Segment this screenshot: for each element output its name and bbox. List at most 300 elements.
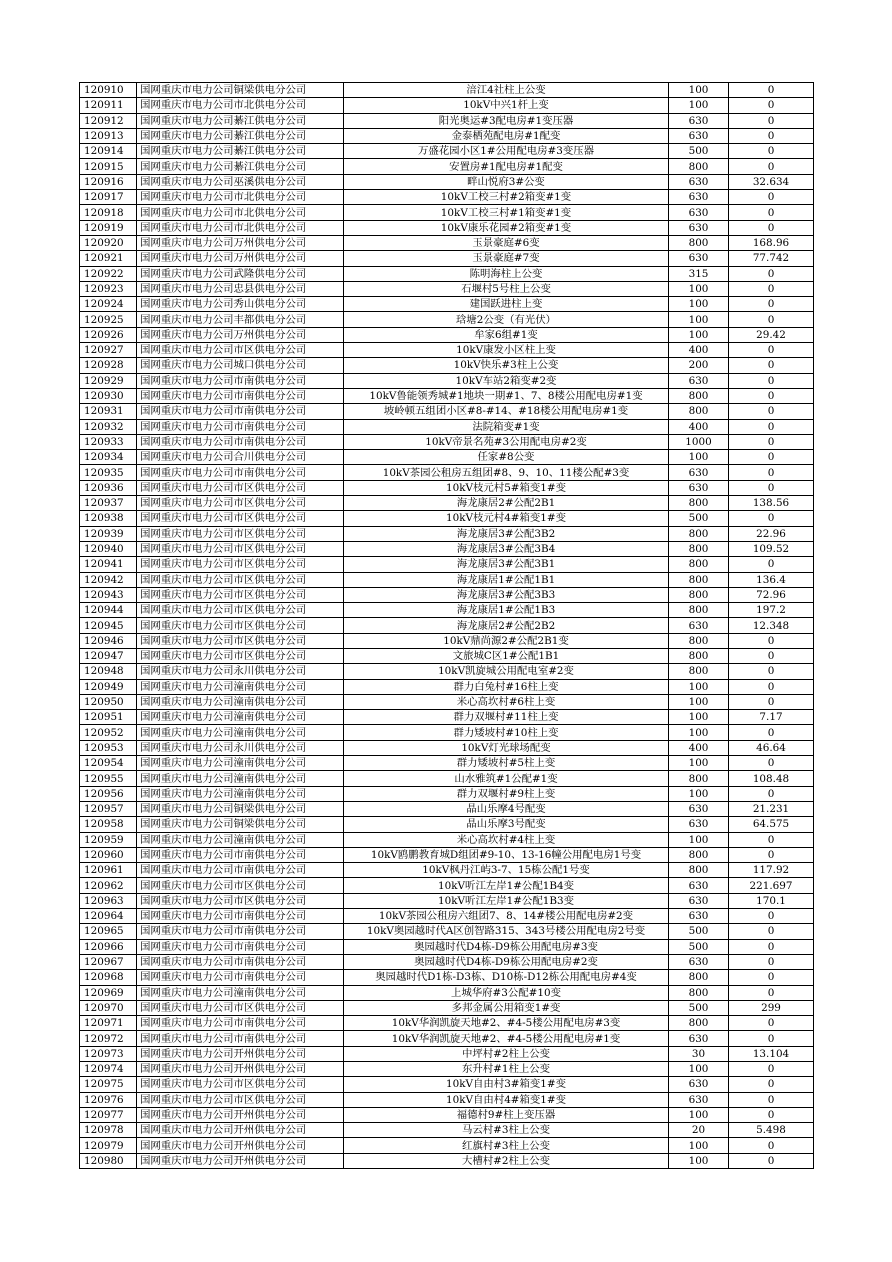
value-cell: 0 (729, 679, 814, 694)
value-cell: 64.575 (729, 817, 814, 832)
capacity-cell: 800 (669, 970, 729, 985)
table-row (80, 128, 814, 143)
transformer-name-cell: 10kV鼎尚源2#公配2B1变 (344, 633, 669, 648)
value-cell: 0 (729, 205, 814, 220)
table-row (80, 832, 814, 847)
value-cell: 12.348 (729, 618, 814, 633)
company-cell: 国网重庆市电力公司市区供电分公司 (137, 511, 344, 526)
value-cell: 0 (729, 954, 814, 969)
row-id-cell: 120956 (80, 786, 137, 801)
value-cell: 0 (729, 297, 814, 312)
capacity-cell: 800 (669, 404, 729, 419)
capacity-cell: 30 (669, 1046, 729, 1061)
row-id-cell: 120933 (80, 434, 137, 449)
table-row (80, 1062, 814, 1077)
transformer-table (79, 82, 814, 1169)
value-cell: 0 (729, 83, 814, 98)
transformer-name-cell: 10kV凯旋城公用配电室#2变 (344, 664, 669, 679)
table-row (80, 863, 814, 878)
company-cell: 国网重庆市电力公司市区供电分公司 (137, 618, 344, 633)
company-cell: 国网重庆市电力公司开州供电分公司 (137, 1062, 344, 1077)
capacity-cell: 630 (669, 618, 729, 633)
row-id-cell: 120924 (80, 297, 137, 312)
row-id-cell: 120969 (80, 985, 137, 1000)
company-cell: 国网重庆市电力公司市南供电分公司 (137, 1016, 344, 1031)
transformer-name-cell: 牟家6组#1变 (344, 327, 669, 342)
capacity-cell: 20 (669, 1123, 729, 1138)
value-cell: 0 (729, 312, 814, 327)
company-cell: 国网重庆市电力公司市区供电分公司 (137, 343, 344, 358)
value-cell: 0 (729, 281, 814, 296)
table-row (80, 878, 814, 893)
table-row (80, 909, 814, 924)
transformer-name-cell: 10kV灯光球场配变 (344, 740, 669, 755)
row-id-cell: 120911 (80, 98, 137, 113)
company-cell: 国网重庆市电力公司市南供电分公司 (137, 924, 344, 939)
table-row (80, 771, 814, 786)
transformer-name-cell: 海龙康居2#公配2B1 (344, 496, 669, 511)
table-row (80, 924, 814, 939)
value-cell: 0 (729, 756, 814, 771)
table-row (80, 817, 814, 832)
transformer-name-cell: 奥园越时代D1栋-D3栋、D10栋-D12栋公用配电房#4变 (344, 970, 669, 985)
value-cell: 0 (729, 480, 814, 495)
table-row (80, 954, 814, 969)
transformer-name-cell: 建国跃进柱上变 (344, 297, 669, 312)
table-row (80, 1107, 814, 1122)
capacity-cell: 630 (669, 220, 729, 235)
row-id-cell: 120921 (80, 251, 137, 266)
company-cell: 国网重庆市电力公司潼南供电分公司 (137, 756, 344, 771)
transformer-name-cell: 10kV快乐#3柱上公变 (344, 358, 669, 373)
capacity-cell: 800 (669, 633, 729, 648)
capacity-cell: 800 (669, 235, 729, 250)
table-row (80, 633, 814, 648)
transformer-name-cell: 坡岭顿五组团小区#8-#14、#18楼公用配电房#1变 (344, 404, 669, 419)
company-cell: 国网重庆市电力公司永川供电分公司 (137, 664, 344, 679)
table-row (80, 373, 814, 388)
table-row (80, 618, 814, 633)
value-cell: 138.56 (729, 496, 814, 511)
table-row (80, 419, 814, 434)
table-row (80, 312, 814, 327)
transformer-name-cell: 大槽村#2柱上公变 (344, 1153, 669, 1168)
table-row (80, 786, 814, 801)
capacity-cell: 100 (669, 679, 729, 694)
value-cell: 0 (729, 725, 814, 740)
row-id-cell: 120950 (80, 694, 137, 709)
value-cell: 0 (729, 128, 814, 143)
company-cell: 国网重庆市电力公司市区供电分公司 (137, 587, 344, 602)
row-id-cell: 120964 (80, 909, 137, 924)
company-cell: 国网重庆市电力公司潼南供电分公司 (137, 679, 344, 694)
value-cell: 108.48 (729, 771, 814, 786)
value-cell: 0 (729, 786, 814, 801)
transformer-name-cell: 金泰栖苑配电房#1配变 (344, 128, 669, 143)
transformer-name-cell: 任家#8公变 (344, 450, 669, 465)
company-cell: 国网重庆市电力公司市南供电分公司 (137, 954, 344, 969)
transformer-name-cell: 中坪村#2柱上公变 (344, 1046, 669, 1061)
value-cell: 0 (729, 1077, 814, 1092)
table-body (80, 83, 814, 1169)
transformer-name-cell: 10kV工校三村#1箱变#1变 (344, 205, 669, 220)
capacity-cell: 500 (669, 144, 729, 159)
value-cell: 0 (729, 1092, 814, 1107)
company-cell: 国网重庆市电力公司铜梁供电分公司 (137, 83, 344, 98)
row-id-cell: 120978 (80, 1123, 137, 1138)
capacity-cell: 100 (669, 832, 729, 847)
value-cell: 0 (729, 1016, 814, 1031)
value-cell: 136.4 (729, 572, 814, 587)
capacity-cell: 630 (669, 480, 729, 495)
transformer-name-cell: 10kV奥园越时代A区创智路315、343号楼公用配电房2号变 (344, 924, 669, 939)
table-row (80, 1046, 814, 1061)
company-cell: 国网重庆市电力公司永川供电分公司 (137, 740, 344, 755)
table-row (80, 526, 814, 541)
transformer-name-cell: 奥园越时代D4栋-D9栋公用配电房#2变 (344, 954, 669, 969)
value-cell: 0 (729, 1138, 814, 1153)
table-row (80, 343, 814, 358)
company-cell: 国网重庆市电力公司市南供电分公司 (137, 863, 344, 878)
company-cell: 国网重庆市电力公司万州供电分公司 (137, 235, 344, 250)
transformer-name-cell: 10kV枝元村4#箱变1#变 (344, 511, 669, 526)
company-cell: 国网重庆市电力公司市南供电分公司 (137, 388, 344, 403)
table-row (80, 511, 814, 526)
company-cell: 国网重庆市电力公司铜梁供电分公司 (137, 801, 344, 816)
transformer-name-cell: 安置房#1配电房#1配变 (344, 159, 669, 174)
row-id-cell: 120939 (80, 526, 137, 541)
value-cell: 197.2 (729, 603, 814, 618)
value-cell: 0 (729, 220, 814, 235)
value-cell: 0 (729, 909, 814, 924)
row-id-cell: 120966 (80, 939, 137, 954)
row-id-cell: 120918 (80, 205, 137, 220)
capacity-cell: 200 (669, 358, 729, 373)
row-id-cell: 120960 (80, 847, 137, 862)
capacity-cell: 100 (669, 98, 729, 113)
capacity-cell: 800 (669, 771, 729, 786)
row-id-cell: 120912 (80, 113, 137, 128)
row-id-cell: 120949 (80, 679, 137, 694)
row-id-cell: 120944 (80, 603, 137, 618)
row-id-cell: 120928 (80, 358, 137, 373)
capacity-cell: 100 (669, 450, 729, 465)
table-row (80, 893, 814, 908)
row-id-cell: 120947 (80, 648, 137, 663)
table-row (80, 557, 814, 572)
capacity-cell: 400 (669, 419, 729, 434)
capacity-cell: 630 (669, 205, 729, 220)
capacity-cell: 630 (669, 174, 729, 189)
transformer-name-cell: 东升村#1柱上公变 (344, 1062, 669, 1077)
row-id-cell: 120980 (80, 1153, 137, 1168)
value-cell: 0 (729, 924, 814, 939)
value-cell: 72.96 (729, 587, 814, 602)
company-cell: 国网重庆市电力公司市区供电分公司 (137, 557, 344, 572)
capacity-cell: 630 (669, 251, 729, 266)
row-id-cell: 120973 (80, 1046, 137, 1061)
transformer-name-cell: 10kV枫丹江屿3-7、15栋公配1号变 (344, 863, 669, 878)
company-cell: 国网重庆市电力公司市南供电分公司 (137, 404, 344, 419)
transformer-name-cell: 10kV帝景名苑#3公用配电房#2变 (344, 434, 669, 449)
company-cell: 国网重庆市电力公司潼南供电分公司 (137, 710, 344, 725)
transformer-name-cell: 10kV康发小区柱上变 (344, 343, 669, 358)
table-row (80, 801, 814, 816)
transformer-name-cell: 晶山乐摩4号配变 (344, 801, 669, 816)
table-row (80, 710, 814, 725)
table-row (80, 266, 814, 281)
company-cell: 国网重庆市电力公司市南供电分公司 (137, 1031, 344, 1046)
row-id-cell: 120962 (80, 878, 137, 893)
capacity-cell: 500 (669, 1000, 729, 1015)
company-cell: 国网重庆市电力公司市区供电分公司 (137, 526, 344, 541)
table-row (80, 480, 814, 495)
capacity-cell: 800 (669, 847, 729, 862)
transformer-name-cell: 法院箱变#1变 (344, 419, 669, 434)
row-id-cell: 120910 (80, 83, 137, 98)
value-cell: 0 (729, 648, 814, 663)
value-cell: 0 (729, 847, 814, 862)
value-cell: 0 (729, 633, 814, 648)
transformer-name-cell: 海龙康居3#公配3B1 (344, 557, 669, 572)
value-cell: 0 (729, 985, 814, 1000)
table-row (80, 664, 814, 679)
capacity-cell: 630 (669, 909, 729, 924)
transformer-name-cell: 文旅城C区1#公配1B1 (344, 648, 669, 663)
transformer-name-cell: 10kV鲁能领秀城#1地块一期#1、7、8楼公用配电房#1变 (344, 388, 669, 403)
row-id-cell: 120940 (80, 541, 137, 556)
company-cell: 国网重庆市电力公司市南供电分公司 (137, 970, 344, 985)
table-row (80, 572, 814, 587)
value-cell: 0 (729, 832, 814, 847)
value-cell: 0 (729, 343, 814, 358)
company-cell: 国网重庆市电力公司市区供电分公司 (137, 572, 344, 587)
capacity-cell: 800 (669, 664, 729, 679)
value-cell: 0 (729, 419, 814, 434)
value-cell: 13.104 (729, 1046, 814, 1061)
transformer-name-cell: 上城华府#3公配#10变 (344, 985, 669, 1000)
row-id-cell: 120948 (80, 664, 137, 679)
company-cell: 国网重庆市电力公司丰都供电分公司 (137, 312, 344, 327)
row-id-cell: 120974 (80, 1062, 137, 1077)
company-cell: 国网重庆市电力公司綦江供电分公司 (137, 144, 344, 159)
table-row (80, 205, 814, 220)
table-row (80, 190, 814, 205)
row-id-cell: 120932 (80, 419, 137, 434)
table-row (80, 159, 814, 174)
company-cell: 国网重庆市电力公司潼南供电分公司 (137, 771, 344, 786)
capacity-cell: 800 (669, 587, 729, 602)
row-id-cell: 120923 (80, 281, 137, 296)
row-id-cell: 120967 (80, 954, 137, 969)
company-cell: 国网重庆市电力公司忠县供电分公司 (137, 281, 344, 296)
transformer-name-cell: 晶山乐摩3号配变 (344, 817, 669, 832)
transformer-name-cell: 群力白兔村#16柱上变 (344, 679, 669, 694)
table-row (80, 1031, 814, 1046)
transformer-name-cell: 10kV听江左岸1#公配1B4变 (344, 878, 669, 893)
capacity-cell: 500 (669, 924, 729, 939)
capacity-cell: 500 (669, 511, 729, 526)
row-id-cell: 120965 (80, 924, 137, 939)
row-id-cell: 120959 (80, 832, 137, 847)
row-id-cell: 120929 (80, 373, 137, 388)
table-row (80, 327, 814, 342)
table-row (80, 465, 814, 480)
transformer-name-cell: 畔山悦府3#公变 (344, 174, 669, 189)
company-cell: 国网重庆市电力公司市区供电分公司 (137, 648, 344, 663)
transformer-name-cell: 石堰村5号柱上公变 (344, 281, 669, 296)
table-row (80, 388, 814, 403)
capacity-cell: 630 (669, 373, 729, 388)
capacity-cell: 800 (669, 648, 729, 663)
capacity-cell: 800 (669, 557, 729, 572)
company-cell: 国网重庆市电力公司巫溪供电分公司 (137, 174, 344, 189)
value-cell: 0 (729, 450, 814, 465)
row-id-cell: 120958 (80, 817, 137, 832)
table-row (80, 985, 814, 1000)
capacity-cell: 630 (669, 893, 729, 908)
table-row (80, 496, 814, 511)
company-cell: 国网重庆市电力公司城口供电分公司 (137, 358, 344, 373)
row-id-cell: 120915 (80, 159, 137, 174)
row-id-cell: 120972 (80, 1031, 137, 1046)
capacity-cell: 100 (669, 1138, 729, 1153)
company-cell: 国网重庆市电力公司开州供电分公司 (137, 1123, 344, 1138)
capacity-cell: 630 (669, 190, 729, 205)
capacity-cell: 630 (669, 817, 729, 832)
row-id-cell: 120945 (80, 618, 137, 633)
row-id-cell: 120920 (80, 235, 137, 250)
company-cell: 国网重庆市电力公司市区供电分公司 (137, 1000, 344, 1015)
table-row (80, 725, 814, 740)
row-id-cell: 120946 (80, 633, 137, 648)
row-id-cell: 120975 (80, 1077, 137, 1092)
row-id-cell: 120963 (80, 893, 137, 908)
capacity-cell: 630 (669, 1077, 729, 1092)
table-row (80, 404, 814, 419)
value-cell: 0 (729, 465, 814, 480)
row-id-cell: 120970 (80, 1000, 137, 1015)
capacity-cell: 100 (669, 710, 729, 725)
capacity-cell: 800 (669, 526, 729, 541)
transformer-name-cell: 群力双堰村#11柱上变 (344, 710, 669, 725)
value-cell: 168.96 (729, 235, 814, 250)
company-cell: 国网重庆市电力公司市南供电分公司 (137, 939, 344, 954)
value-cell: 0 (729, 1153, 814, 1168)
capacity-cell: 800 (669, 572, 729, 587)
transformer-name-cell: 奥园越时代D4栋-D9栋公用配电房#3变 (344, 939, 669, 954)
value-cell: 0 (729, 358, 814, 373)
value-cell: 0 (729, 388, 814, 403)
transformer-name-cell: 10kV听江左岸1#公配1B3变 (344, 893, 669, 908)
capacity-cell: 800 (669, 541, 729, 556)
capacity-cell: 800 (669, 863, 729, 878)
company-cell: 国网重庆市电力公司潼南供电分公司 (137, 832, 344, 847)
row-id-cell: 120971 (80, 1016, 137, 1031)
value-cell: 0 (729, 144, 814, 159)
row-id-cell: 120941 (80, 557, 137, 572)
company-cell: 国网重庆市电力公司潼南供电分公司 (137, 985, 344, 1000)
table-row (80, 144, 814, 159)
table-row (80, 694, 814, 709)
row-id-cell: 120961 (80, 863, 137, 878)
capacity-cell: 800 (669, 985, 729, 1000)
company-cell: 国网重庆市电力公司市北供电分公司 (137, 98, 344, 113)
row-id-cell: 120957 (80, 801, 137, 816)
capacity-cell: 800 (669, 1016, 729, 1031)
capacity-cell: 800 (669, 159, 729, 174)
table-row (80, 434, 814, 449)
row-id-cell: 120922 (80, 266, 137, 281)
company-cell: 国网重庆市电力公司市区供电分公司 (137, 480, 344, 495)
capacity-cell: 100 (669, 312, 729, 327)
transformer-name-cell: 红旗村#3柱上公变 (344, 1138, 669, 1153)
table-row (80, 83, 814, 98)
value-cell: 46.64 (729, 740, 814, 755)
transformer-name-cell: 海龙康居3#公配3B2 (344, 526, 669, 541)
value-cell: 0 (729, 404, 814, 419)
row-id-cell: 120934 (80, 450, 137, 465)
transformer-name-cell: 马云村#3柱上公变 (344, 1123, 669, 1138)
table-row (80, 113, 814, 128)
row-id-cell: 120925 (80, 312, 137, 327)
company-cell: 国网重庆市电力公司万州供电分公司 (137, 251, 344, 266)
transformer-name-cell: 海龙康居2#公配2B2 (344, 618, 669, 633)
value-cell: 0 (729, 1107, 814, 1122)
company-cell: 国网重庆市电力公司綦江供电分公司 (137, 159, 344, 174)
table-row (80, 297, 814, 312)
company-cell: 国网重庆市电力公司市南供电分公司 (137, 373, 344, 388)
table-row (80, 587, 814, 602)
transformer-name-cell: 群力矮坡村#5柱上变 (344, 756, 669, 771)
value-cell: 0 (729, 939, 814, 954)
company-cell: 国网重庆市电力公司市区供电分公司 (137, 633, 344, 648)
transformer-name-cell: 10kV枝元村5#箱变1#变 (344, 480, 669, 495)
company-cell: 国网重庆市电力公司秀山供电分公司 (137, 297, 344, 312)
value-cell: 117.92 (729, 863, 814, 878)
row-id-cell: 120977 (80, 1107, 137, 1122)
company-cell: 国网重庆市电力公司市北供电分公司 (137, 220, 344, 235)
table-row (80, 847, 814, 862)
row-id-cell: 120976 (80, 1092, 137, 1107)
table-row (80, 450, 814, 465)
value-cell: 7.17 (729, 710, 814, 725)
row-id-cell: 120953 (80, 740, 137, 755)
company-cell: 国网重庆市电力公司潼南供电分公司 (137, 786, 344, 801)
table-row (80, 235, 814, 250)
table-row (80, 648, 814, 663)
capacity-cell: 630 (669, 1092, 729, 1107)
value-cell: 21.231 (729, 801, 814, 816)
capacity-cell: 630 (669, 1031, 729, 1046)
table-row (80, 756, 814, 771)
transformer-name-cell: 涪江4社柱上公变 (344, 83, 669, 98)
row-id-cell: 120942 (80, 572, 137, 587)
company-cell: 国网重庆市电力公司潼南供电分公司 (137, 725, 344, 740)
transformer-name-cell: 海龙康居3#公配3B3 (344, 587, 669, 602)
company-cell: 国网重庆市电力公司市南供电分公司 (137, 909, 344, 924)
value-cell: 0 (729, 113, 814, 128)
company-cell: 国网重庆市电力公司潼南供电分公司 (137, 694, 344, 709)
company-cell: 国网重庆市电力公司开州供电分公司 (137, 1138, 344, 1153)
capacity-cell: 100 (669, 327, 729, 342)
capacity-cell: 100 (669, 1153, 729, 1168)
value-cell: 170.1 (729, 893, 814, 908)
company-cell: 国网重庆市电力公司市区供电分公司 (137, 541, 344, 556)
table-row (80, 1138, 814, 1153)
row-id-cell: 120952 (80, 725, 137, 740)
company-cell: 国网重庆市电力公司市南供电分公司 (137, 465, 344, 480)
